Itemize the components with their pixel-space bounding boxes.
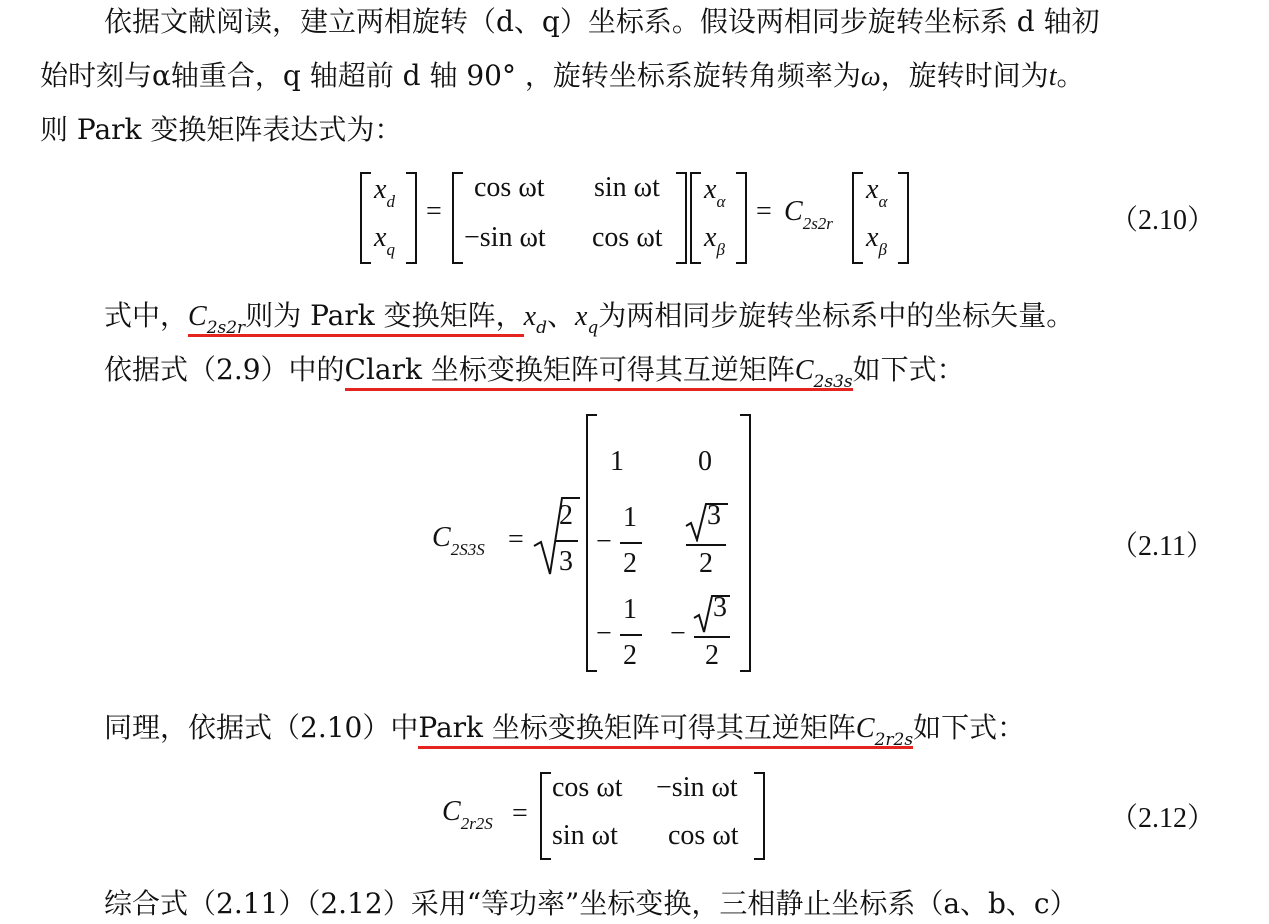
underlined-phrase: $C_{2s2r}$则为 Park 变换矩阵， — [188, 299, 524, 338]
text: 如下式： — [913, 711, 1026, 744]
matrix-symbol: $C_{2S3S}$ — [432, 522, 485, 559]
matrix-cell: $x_\beta$ — [866, 222, 887, 259]
matrix-symbol: $C_{2r2S}$ — [442, 796, 493, 833]
fraction-bar — [620, 634, 642, 636]
matrix-cell: $x_q$ — [374, 222, 395, 259]
underlined-phrase: Park 坐标变换矩阵可得其互逆矩阵$C_{2r2s}$ — [418, 711, 914, 750]
fraction-bar — [556, 540, 578, 542]
text: 始时刻与α轴重合，q 轴超前 d 轴 90° ，旋转坐标系旋转角频率为 — [40, 59, 861, 92]
text: 如下式： — [852, 353, 965, 386]
text: 依据式（2.9）中的 — [104, 353, 345, 386]
paragraph-line — [40, 56, 1084, 97]
fraction-numerator: 1 — [623, 594, 637, 625]
matrix-cell: $x_\alpha$ — [704, 174, 726, 211]
text: 依据文献阅读，建立两相旋转（d、q）坐标系。假设两相同步旋转坐标系 d 轴初 — [104, 5, 1100, 38]
equals-sign: = — [508, 524, 524, 555]
matrix-cell: cos ωt — [474, 172, 545, 203]
subscript: d — [536, 318, 547, 338]
bracket-right — [740, 414, 751, 672]
equals-sign: = — [512, 798, 528, 829]
bracket-left — [360, 172, 371, 264]
bracket-right — [676, 172, 687, 264]
subscript: q — [587, 318, 599, 338]
matrix-cell: cos ωt — [592, 222, 663, 253]
equation-number: （2.11） — [1110, 531, 1214, 562]
text: 同理，依据式（2.10）中 — [104, 711, 419, 744]
text: 。 — [1056, 59, 1085, 92]
matrix-cell: 1 — [610, 446, 624, 477]
fraction-numerator: 3 — [707, 500, 721, 531]
paragraph-line — [104, 2, 1100, 42]
text: 式中， — [104, 299, 189, 332]
paragraph-line — [40, 110, 402, 150]
matrix-cell: 0 — [698, 446, 712, 477]
fraction-denominator: 3 — [559, 546, 573, 577]
text: ，旋转时间为 — [880, 59, 1049, 92]
text: 则 Park 变换矩阵表达式为： — [40, 113, 403, 146]
minus-sign: − — [596, 526, 612, 557]
underlined-phrase: Clark 坐标变换矩阵可得其互逆矩阵$C_{2s3s}$ — [344, 353, 853, 392]
fraction-numerator: 2 — [559, 500, 573, 531]
fraction-denominator: 2 — [705, 640, 719, 671]
bracket-right — [898, 172, 909, 264]
equals-sign: = — [426, 196, 442, 227]
bracket-right — [754, 772, 765, 860]
fraction-denominator: 2 — [623, 548, 637, 579]
equals-sign: = — [756, 196, 772, 227]
xq-symbol: x — [574, 301, 588, 332]
fraction-bar — [694, 636, 730, 638]
bracket-right — [736, 172, 747, 264]
text: 综合式（2.11）（2.12）采用“等功率”坐标变换，三相静止坐标系（a、b、c） — [104, 887, 1078, 920]
paragraph-line — [104, 296, 1074, 340]
bracket-left — [852, 172, 863, 264]
fraction-bar — [620, 542, 642, 544]
matrix-cell: cos ωt — [552, 772, 623, 803]
matrix-cell: −sin ωt — [464, 222, 546, 253]
bracket-left — [690, 172, 701, 264]
fraction-numerator: 1 — [623, 502, 637, 533]
matrix-cell: −sin ωt — [656, 772, 738, 803]
matrix-cell: sin ωt — [594, 172, 660, 203]
paragraph-line — [104, 884, 1078, 924]
matrix-symbol: $C_{2s2r}$ — [784, 196, 833, 233]
text: 、 — [546, 299, 575, 332]
fraction-denominator: 2 — [699, 548, 713, 579]
paragraph-line — [104, 708, 1025, 752]
matrix-cell: $x_\beta$ — [704, 222, 725, 259]
matrix-cell: $x_d$ — [374, 174, 395, 211]
t-symbol: t — [1048, 61, 1057, 92]
equation-number: （2.10） — [1110, 205, 1216, 236]
paragraph-line — [104, 350, 965, 394]
bracket-right — [406, 172, 417, 264]
matrix-cell: $x_\alpha$ — [866, 174, 888, 211]
bracket-left — [540, 772, 551, 860]
matrix-cell: sin ωt — [552, 820, 618, 851]
fraction-denominator: 2 — [623, 640, 637, 671]
minus-sign: − — [596, 618, 612, 649]
bracket-left — [452, 172, 463, 264]
fraction-bar — [686, 544, 726, 546]
omega-symbol: ω — [860, 61, 881, 92]
minus-sign: − — [670, 618, 686, 649]
xd-symbol: x — [523, 301, 537, 332]
text: 为两相同步旋转坐标系中的坐标矢量。 — [598, 299, 1075, 332]
equation-number: （2.12） — [1110, 803, 1216, 834]
fraction-numerator: 3 — [713, 592, 727, 623]
matrix-cell: cos ωt — [668, 820, 739, 851]
